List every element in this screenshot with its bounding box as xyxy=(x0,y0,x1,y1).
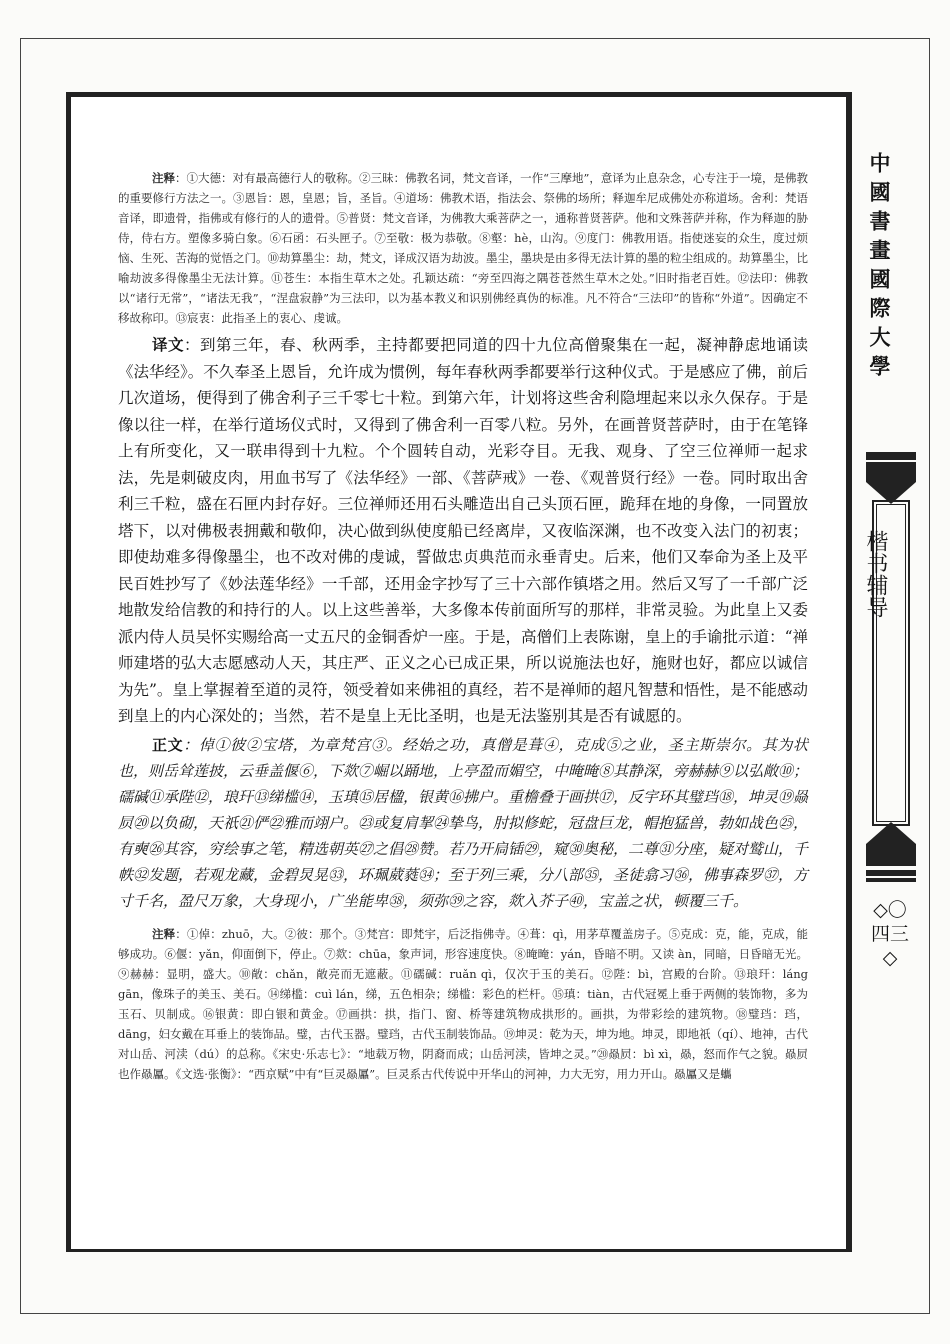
page-number: ◇〇四三◇ xyxy=(870,899,909,969)
annotation-text: ：①大德：对有最高德行人的敬称。②三昧：佛教名词，梵文音译，一作“三摩地”，意译为止息杂念，心专注于一境，是佛教的重要修行方法之一。③恩旨：恩，皇恩；旨，圣旨。④道场：佛教术语，指法会、祭佛的场所；释迦牟尼成佛处亦称道场。舍利：梵语音译，即遗骨，指佛或有修行的人的遗骨。⑤普贤：梵文音译，为佛教大乘菩萨之一，通称普贤菩萨。他和文殊菩萨并称，作为释迦的胁侍，侍右方。塑像多骑白象。⑥石函：石头匣子。⑦至敬：极为恭敬。⑧壑：hè，山沟。⑨度门：佛教用语。指使迷妄的众生，度过烦恼、生死、苦海的觉悟之门。⑩劫算墨尘：劫，梵文，译成汉语为劫波。墨尘，墨块是由多得无法计算的墨的粒尘组成的。劫算墨尘，比喻劫波多得像墨尘无法计算。⑪苍生：本指生草木之处。孔颖达疏：“旁至四海之隅苍苍然生草木之处。”旧时指老百姓。⑫法印：佛教以“诸行无常”，“诸法无我”，“涅盘寂静”为三法印，以为基本教义和识别佛经真伪的标准。凡不符合“三法印”的皆称“外道”。因确定不移故称印。⑬宸衷：此指圣上的衷心、虔诚。 xyxy=(118,171,808,325)
translation-block xyxy=(118,332,808,730)
side-divider xyxy=(849,92,852,1252)
page-content xyxy=(118,168,808,1084)
annotation-label: 注释 xyxy=(152,926,176,941)
original-text: ：倬①彼②宝塔，为章梵宫③。经始之功，真僧是葺④，克成⑤之业，圣主斯崇尔。其为状也，则岳耸莲披，云垂盖偃⑥，下欻⑦崛以踊地，上亭盈而媚空，中晻晻⑧其静深，旁赫赫⑨以弘敞⑩；礝碱⑪承陛⑫，琅玕⑬绨槛⑭，玉瑱⑮居楹，银黄⑯拂户。重檐叠于画拱⑰，反宇环其璧珰⑱，坤灵⑲赑屃⑳以负砌，天祇㉑俨㉒雅而翊户。㉓或复肩挈㉔挚鸟，肘拟修蛇，冠盘巨龙，帽抱猛兽，勃如战色㉕，有奭㉖其容，穷绘事之笔，精选朝英㉗之倡㉘赞。若乃开扃锸㉙，窥㉚奥秘，二尊㉛分座，疑对鹫山，千帙㉜发题，若观龙藏，金碧炅晃㉝，环珮葳蕤㉞；至于列三乘，分八部㉟，圣徒翕习㊱，佛事森罗㊲，方寸千名，盈尺万象，大身现小，广坐能卑㊳，须弥㊴之容，欻入芥子㊵，宝盖之状，顿覆三千。 xyxy=(118,735,809,910)
translation-text: ：到第三年，春、秋两季，主持都要把同道的四十九位高僧聚集在一起，凝神静虑地诵读《法华经》。不久奉圣上恩旨，允许成为惯例，每年春秋两季都要举行这种仪式。于是感应了佛，前后几次道场，便得到了佛舍利子三千零七十粒。到第六年，计划将这些舍利隐埋起来以永久保存。于是像以往一样，在举行道场仪式时，又得到了佛舍利一百零八粒。另外，在画普贤菩萨时，由于在笔锋上有所变化，又一联串得到十九粒。个个圆转自动，光彩夺目。无我、观身、了空三位禅师一起求法，先是刺破皮肉，用血书写了《法华经》一部、《菩萨戒》一卷、《观普贤行经》一卷。同时取出舍利三千粒，盛在石匣内封存好。三位禅师还用石头雕造出自己头顶石匣，跪拜在地的身像，一同置放塔下，以对佛极表拥戴和敬仰，决心做到纵使度船已经离岸，又夜临深渊，也不改变入法门的初衷；即使劫难多得像墨尘，也不改对佛的虔诚，誓做忠贞典范而永垂青史。后来，他们又奉命为圣上及平民百姓抄写了《妙法莲华经》一千部，还用金字抄写了三十六部作镇塔之用。然后又写了一千部广泛地散发给信教的和持行的人。以上这些善举，大多像本传前面所写的那样，非常灵验。为此皇上又委派内侍人员吴怀实赐给高一丈五尺的金铜香炉一座。于是，高僧们上表陈谢，皇上的手谕批示道：“禅师建塔的弘大志愿感动人天，其庄严、正义之心已成正果，所以说施法也好，施财也好，都应以诚信为先”。皇上掌握着至道的灵符，领受着如来佛祖的真经，若不是禅师的超凡智慧和悟性，是不能感动到皇上的内心深处的；当然，若不是皇上无比圣明，也是无法鉴别其是否有诚愿的。 xyxy=(118,336,808,725)
translation-label: 译文 xyxy=(152,335,185,354)
original-text-block xyxy=(118,732,808,914)
annotation-block-1 xyxy=(118,168,808,328)
book-title: 楷书辅导 xyxy=(863,530,888,618)
title-cap-top-ornament xyxy=(866,452,916,504)
university-name: 中國書畫國際大學 xyxy=(867,152,892,384)
annotation-label: 注释 xyxy=(152,171,176,185)
title-cap-bottom-ornament xyxy=(866,822,916,884)
annotation-block-2 xyxy=(118,924,808,1084)
original-label: 正文 xyxy=(152,735,184,754)
annotation-text: ：①倬：zhuō，大。②彼：那个。③梵宫：即梵宇，后泛指佛寺。④葺：qì，用茅草覆盖房子。⑤克成：克，能，克成，能够成功。⑥偃：yǎn，仰面倒下，停止。⑦欻：chūa，象声词，形容速度快。⑧晻晻：yán，昏暗不明。又读 àn，同暗，日昏暗无光。⑨赫赫：显明，盛大。⑩敞：chǎn，敞亮而无遮蔽。⑪礝碱：ruǎn qì，仅次于玉的美石。⑫陛：bì，宫殿的台阶。⑬琅玕：láng gān，像珠子的美玉、美石。⑭绨槛：cuì lán，绨，五色相杂；绨槛：彩色的栏杆。⑮瑱：tiàn，古代冠冕上垂于两侧的装饰物，多为玉石、贝制成。⑯银黄：即白银和黄金。⑰画拱：拱，指门、窗、桥等建筑物成拱形的。画拱，为带彩绘的建筑物。⑱璧珰：珰，dāng，妇女戴在耳垂上的装饰品。璧，古代玉器。璧珰，古代玉制装饰品。⑲坤灵：乾为天，坤为地。坤灵，即地祇（qí）、地神，古代对山岳、河渎（dú）的总称。《宋史·乐志七》：“地载万物，阴裔而成；山岳河渎，皆坤之灵。”⑳赑屃：bì xì，赑，怒而作气之貌。赑屃也作赑屭。《文选·张衡》：“西京赋”中有“巨灵赑屭”。巨灵系古代传说中开华山的河神，力大无穷，用力开山。赑屭又是蠵 xyxy=(118,926,808,1081)
